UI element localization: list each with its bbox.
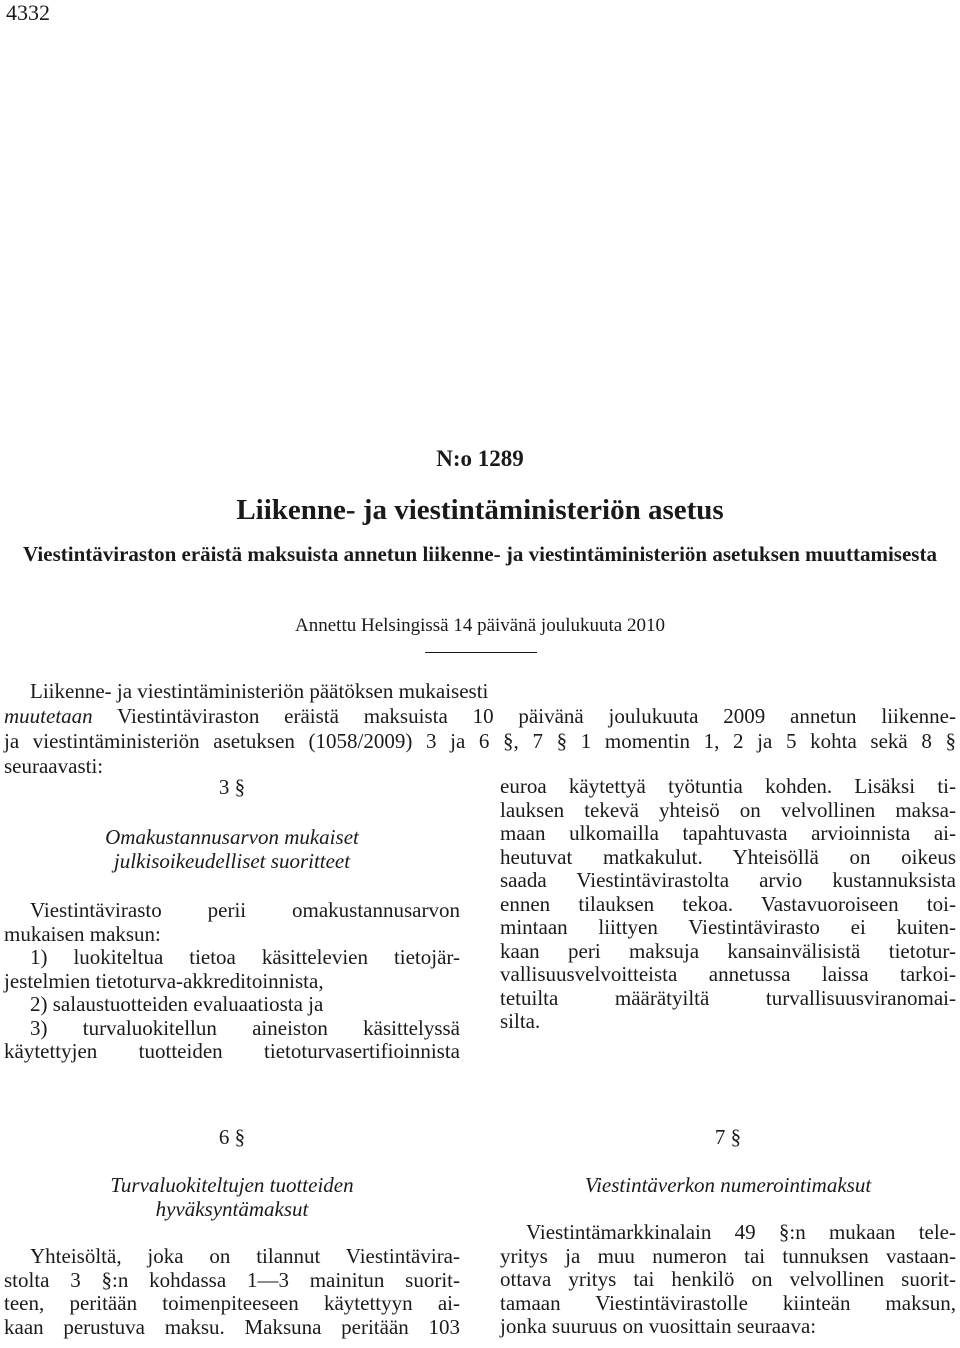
issued-date: Annettu Helsingissä 14 päivänä joulukuuta 2010	[295, 615, 665, 636]
section-3	[4, 775, 460, 1064]
section-3-item-2: 2) salaustuotteiden evaluaatiosta ja	[30, 992, 324, 1016]
section-3-item-3-line-2: käytettyjen tuotteiden tietoturvasertifioinnista	[4, 1039, 460, 1063]
section-7-para	[500, 1221, 956, 1245]
preamble-line-4: seuraavasti:	[4, 754, 104, 778]
act-type-heading: Liikenne- ja viestintäministeriön asetus	[236, 494, 724, 526]
section-6-title-line-1: Turvaluokiteltujen tuotteiden	[110, 1173, 354, 1197]
act-title: Viestintäviraston eräistä maksuista annetun liikenne- ja viestintäministeriön asetuksen muuttamisesta	[23, 542, 937, 566]
section-3-heading: 3 §	[218, 775, 246, 799]
section-7-line-4: tamaan Viestintävirastolle kiinteän maksun,	[500, 1290, 956, 1315]
section-6-title-line-2: hyväksyntämaksut	[155, 1197, 309, 1221]
section-3-item-1-line-2: jestelmien tietoturva-akkreditoinnista,	[4, 968, 324, 993]
cont-line-3: maan ulkomailla tapahtuvasta arvioinnista ai-	[500, 821, 956, 845]
divider-rule	[425, 652, 537, 653]
section-7-title: Viestintäverkon numerointimaksut	[584, 1173, 872, 1197]
cont-line-7: mintaan liittyen Viestintävirasto ei kuiten-	[500, 915, 956, 939]
statute-number: N:o 1289	[436, 446, 524, 471]
page-number: 4332	[6, 0, 50, 25]
preamble	[4, 679, 956, 779]
section-6-heading: 6 §	[218, 1125, 246, 1149]
cont-line-2: lauksen tekevä yhteisö on velvollinen maksa-	[500, 797, 956, 822]
section-6-line-3: teen, peritään toimenpiteeseen käytettyyn ai-	[4, 1291, 460, 1315]
section-3-intro-line-1: Viestintävirasto perii omakustannusarvon	[30, 898, 460, 922]
section-7	[500, 1125, 956, 1339]
cont-line-11: silta.	[500, 1009, 541, 1033]
section-6	[4, 1125, 460, 1339]
section-7-line-1: Viestintämarkkinalain 49 §:n mukaan tele-	[526, 1220, 956, 1244]
section-7-heading: 7 §	[714, 1125, 742, 1149]
section-7-line-3: ottava yritys tai henkilö on velvollinen suorit-	[500, 1267, 956, 1291]
section-3-item-1	[4, 946, 460, 970]
section-3-intro-line-2: mukaisen maksun:	[4, 921, 161, 946]
preamble-italic-word: muutetaan	[4, 704, 93, 728]
preamble-line-2	[4, 704, 956, 729]
preamble-line-1: Liikenne- ja viestintäministeriön päätöksen mukaisesti	[30, 679, 489, 703]
section-3-item-3-line-1: 3) turvaluokitellun aineiston käsittelyssä	[30, 1015, 460, 1040]
section-6-line-2: stolta 3 §:n kohdassa 1—3 mainitun suorit-	[4, 1267, 460, 1292]
cont-line-9: vallisuusvelvoitteista annetussa laissa tarkoi-	[500, 962, 956, 986]
section-7-line-2: yritys ja muu numeron tai tunnuksen vastaan-	[500, 1243, 956, 1268]
section-6-line-1: Yhteisöltä, joka on tilannut Viestintävira-	[30, 1244, 460, 1268]
cont-line-1: euroa käytettyä työtuntia kohden. Lisäksi ti-	[500, 774, 956, 798]
section-6-line-4: kaan perustuva maksu. Maksuna peritään 103	[4, 1314, 460, 1339]
preamble-line-3: ja viestintäministeriön asetuksen (1058/2009) 3 ja 6 §, 7 § 1 momentin 1, 2 ja 5 kohta sekä 8 §	[4, 729, 956, 753]
section-7-line-5: jonka suuruus on vuosittain seuraava:	[500, 1314, 817, 1338]
cont-line-10: tetuilta määrätyiltä turvallisuusviranomai-	[500, 985, 956, 1010]
section-3-continued	[500, 775, 956, 1034]
section-3-title-line-1: Omakustannusarvon mukaiset	[105, 825, 359, 849]
cont-line-4: heutuvat matkakulut. Yhteisöllä on oikeus	[500, 844, 956, 869]
cont-line-8: kaan peri maksuja kansainvälisistä tietotur-	[500, 938, 956, 963]
section-3-item-3	[4, 1017, 460, 1041]
cont-line-6: ennen tilauksen tekoa. Vastavuoroiseen toi-	[500, 891, 956, 916]
section-3-title-line-2: julkisoikeudelliset suoritteet	[113, 849, 351, 873]
section-6-para	[4, 1245, 460, 1269]
section-3-intro	[4, 899, 460, 923]
preamble-line-2-rest: Viestintäviraston eräistä maksuista 10 päivänä joulukuuta 2009 annetun liikenne-	[92, 704, 956, 728]
cont-line-5: saada Viestintävirastolta arvio kustannuksista	[500, 868, 956, 892]
section-3-item-1-line-1: 1) luokiteltua tietoa käsittelevien tietojär-	[30, 945, 460, 969]
